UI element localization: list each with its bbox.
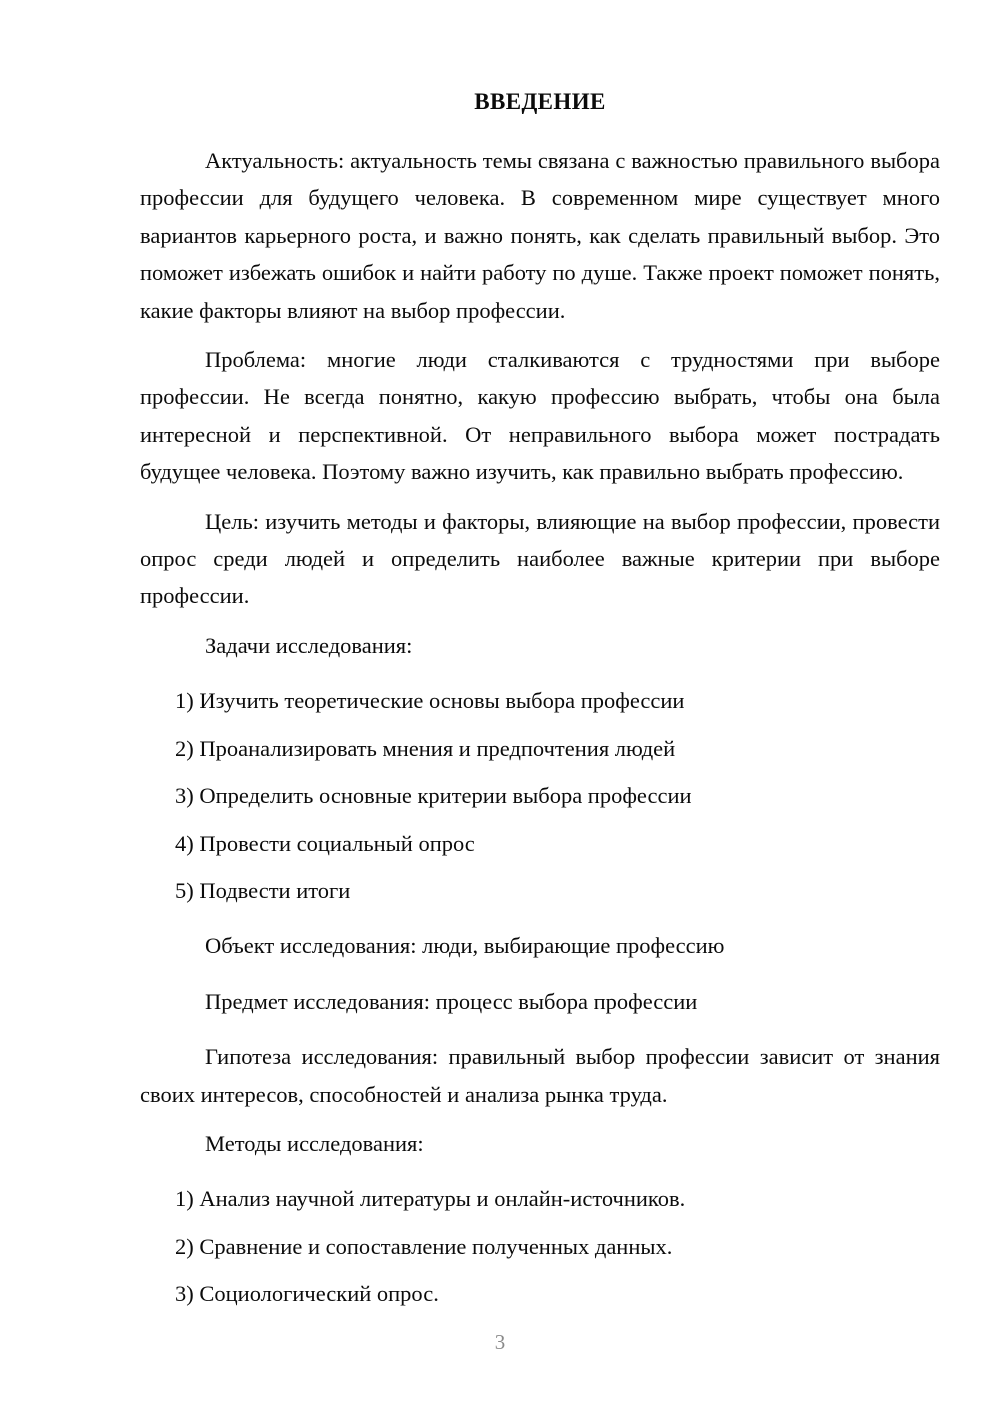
list-item: 2) Проанализировать мнения и предпочтения людей — [175, 735, 676, 761]
heading-tasks: Задачи исследования: — [205, 632, 413, 658]
tasks-list — [140, 682, 940, 909]
paragraph-subject: Предмет исследования: процесс выбора профессии — [205, 988, 698, 1014]
page-title: ВВЕДЕНИЕ — [474, 89, 606, 114]
list-item: 1) Изучить теоретические основы выбора профессии — [175, 688, 685, 714]
page-number: 3 — [494, 1330, 506, 1354]
methods-list — [140, 1180, 940, 1312]
paragraph-goal: Цель: изучить методы и факторы, влияющие на выбор профессии, провести опрос среди людей и определить наиболее важные критерии при выборе профессии. — [140, 508, 940, 609]
list-item: 3) Определить основные критерии выбора профессии — [175, 783, 692, 809]
paragraph-hypothesis: Гипотеза исследования: правильный выбор профессии зависит от знания своих интересов, способностей и анализа рынка труда. — [140, 1044, 940, 1107]
paragraph-problem: Проблема: многие люди сталкиваются с трудностями при выборе профессии. Не всегда понятно, какую профессию выбрать, чтобы она была интересной и перспективной. От неправильного выбора может пострадать будущее человека. Поэтому важно изучить, как правильно выбрать профессию. — [140, 347, 940, 485]
paragraph-relevance: Актуальность: актуальность темы связана с важностью правильного выбора профессии для будущего человека. В современном мире существует много вариантов карьерного роста, и важно понять, как сделать правильный выбор. Это поможет избежать ошибок и найти работу по душе. Также проект поможет понять, какие факторы влияют на выбор профессии. — [140, 148, 940, 323]
document-body — [140, 88, 940, 1331]
list-item: 3) Социологический опрос. — [175, 1281, 439, 1307]
list-item: 4) Провести социальный опрос — [175, 830, 475, 856]
paragraph-object: Объект исследования: люди, выбирающие профессию — [205, 933, 725, 959]
list-item: 1) Анализ научной литературы и онлайн-источников. — [175, 1186, 686, 1212]
list-item: 2) Сравнение и сопоставление полученных данных. — [175, 1233, 673, 1259]
heading-methods: Методы исследования: — [205, 1130, 424, 1156]
list-item: 5) Подвести итоги — [175, 877, 351, 903]
